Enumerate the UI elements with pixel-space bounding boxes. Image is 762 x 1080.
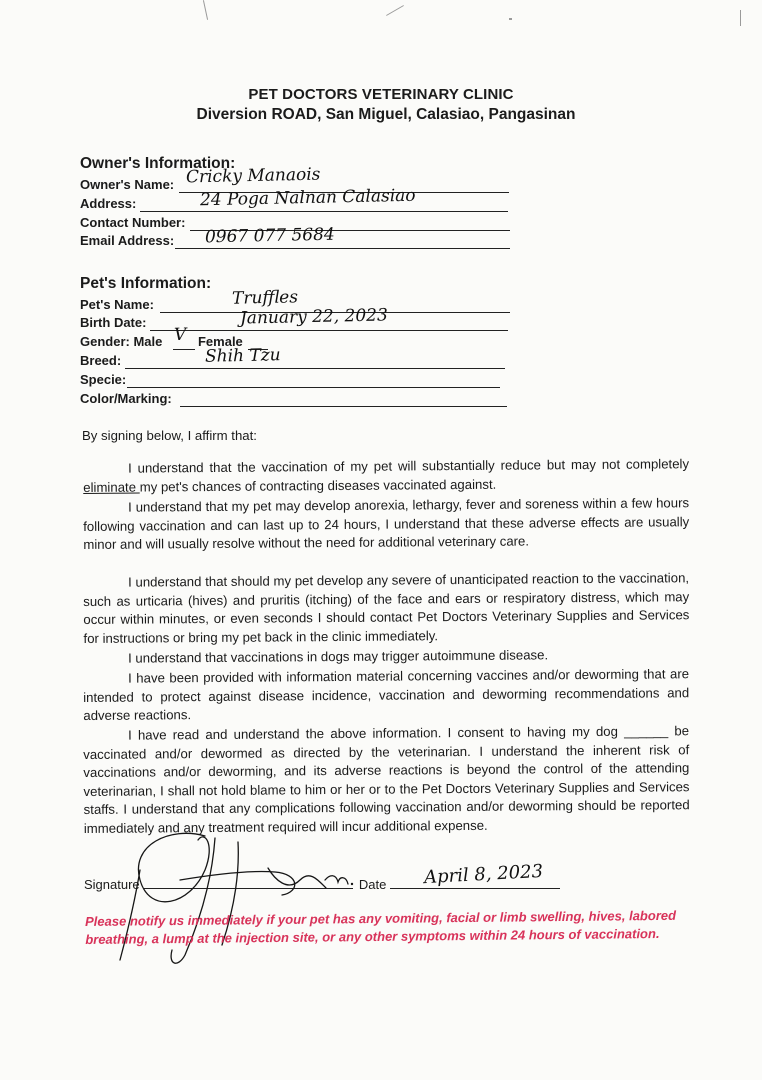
owner-email-field[interactable] — [80, 233, 174, 251]
owner-section-title: Owner's Information: — [80, 155, 236, 172]
scan-edge-mark — [386, 5, 404, 16]
owner-address-value: 24 Poga Nalnan Calasiao — [199, 185, 416, 211]
pet-birthdate-label: Birth Date: — [80, 315, 147, 330]
signature-label: Signature — [84, 877, 140, 892]
owner-contact-label: Contact Number: — [80, 215, 186, 230]
pet-gender-female-label: Female — [197, 334, 243, 349]
scan-dot — [509, 18, 512, 20]
pet-breed-value: Shih Tzu — [204, 345, 281, 367]
pet-gender-label: Gender: Male — [80, 334, 163, 349]
clinic-name: PET DOCTORS VETERINARY CLINIC — [248, 86, 514, 103]
pet-color-label: Color/Marking: — [80, 391, 172, 406]
consent-paragraph-3: I understand that should my pet develop any severe of unanticipated reaction to the vaccination, such as urticaria (hives) and pruritis (itching) of the face and ears or respiratory distress, which may occur within minutes, or even seconds I should contact Pet Doctors Veterinary Supplies and Services for instructions or bring my pet back in the clinic immediately. — [83, 570, 690, 646]
owner-contact-field[interactable] — [80, 215, 185, 233]
pet-name-value: Truffles — [231, 287, 299, 309]
owner-email-label: Email Address: — [80, 233, 175, 248]
scan-edge-mark — [203, 0, 208, 20]
pet-specie-field[interactable] — [80, 372, 126, 390]
pet-name-label: Pet's Name: — [80, 297, 154, 312]
owner-address-label: Address: — [80, 196, 137, 211]
pet-birthdate-field[interactable] — [80, 315, 146, 333]
clinic-address: Diversion ROAD, San Miguel, Calasiao, Pangasinan — [196, 106, 576, 123]
owner-name-label: Owner's Name: — [80, 177, 175, 192]
consent-paragraph-1: I understand that the vaccination of my pet will substantially reduce but may not completely eliminate my pet's chances of contracting diseases vaccinated against. — [83, 456, 690, 495]
gender-male-check: V — [173, 324, 187, 346]
date-value: April 8, 2023 — [423, 860, 544, 889]
owner-name-field[interactable] — [80, 177, 174, 195]
owner-address-field[interactable] — [80, 196, 136, 214]
consent-intro: By signing below, I affirm that: — [82, 428, 257, 443]
consent-paragraph-6: I have read and understand the above information. I consent to having my dog ______ be vaccinated and/or dewormed as directed by the veterinarian. I understand the inherent risk of vaccinations and/or deworming, and its adverse reactions is beyond the control of the attending veterinarian, I shall not hold blame to him or her or to the Pet Doctors Veterinary Supplies and Services staffs. I understand that any complications following vaccination and/or deworming should be reported immediately and any treatment required will incur additional expense. — [83, 723, 690, 836]
consent-paragraph-4: I understand that vaccinations in dogs may trigger autoimmune disease. — [128, 647, 549, 666]
pet-name-field[interactable] — [80, 297, 154, 315]
consent-paragraph-2: I understand that my pet may develop anorexia, lethargy, fever and soreness within a few hours following vaccination and can last up to 24 hours, I understand that these adverse effects are usually minor and will usually resolve without the need for additional veterinary care. — [83, 495, 690, 552]
pet-specie-label: Specie: — [80, 372, 127, 387]
date-label: Date — [358, 877, 387, 892]
pet-section-title: Pet's Information: — [80, 275, 212, 292]
pet-breed-label: Breed: — [80, 353, 122, 368]
pet-birthdate-value: January 22, 2023 — [239, 305, 389, 329]
pet-color-field[interactable] — [80, 391, 172, 409]
consent-paragraph-5: I have been provided with information material concerning vaccines and/or deworming that are intended to protect against disease incidence, vaccination and deworming recommendations and adverse reactions. — [83, 666, 690, 723]
warning-notice: Please notify us immediately if your pet has any vomiting, facial or limb swelling, hives, labored breathing, a lump at the injection site, or any other symptoms within 24 hours of vaccination. — [85, 907, 677, 947]
scan-edge-mark — [740, 10, 741, 26]
pet-breed-field[interactable] — [80, 353, 121, 371]
owner-email-value: 0967 077 5684 — [204, 224, 335, 248]
owner-name-value: Cricky Manaois — [185, 164, 321, 188]
